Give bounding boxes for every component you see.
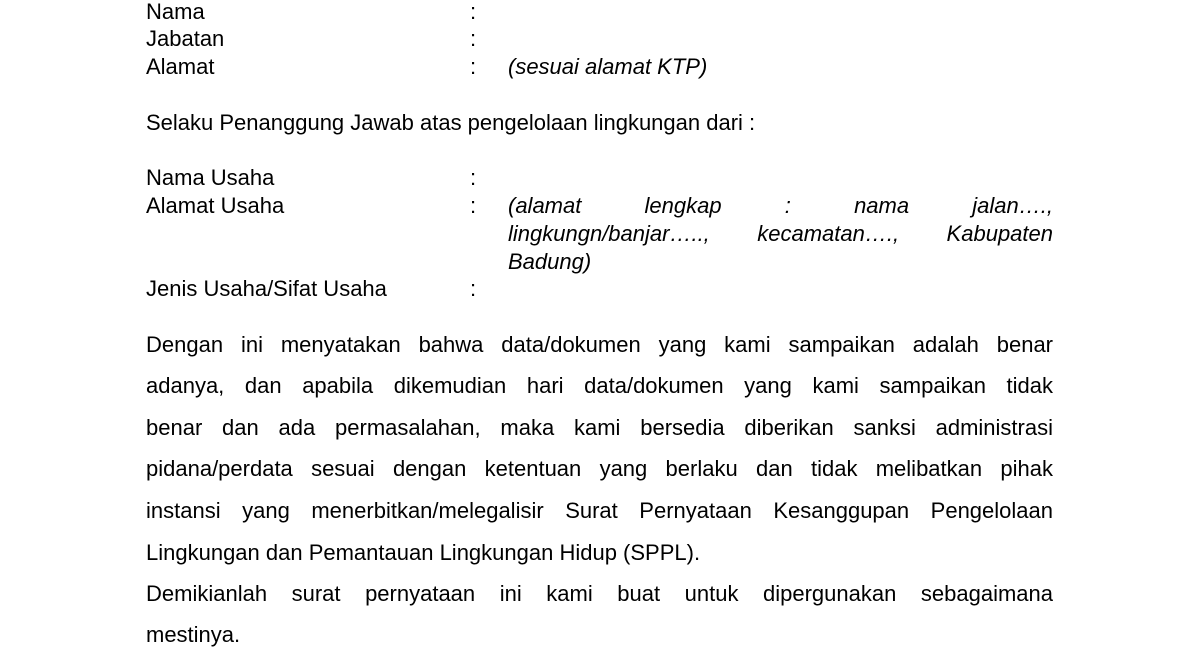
alamat-value: (sesuai alamat KTP) (508, 54, 708, 79)
statement-line: instansi yang menerbitkan/melegalisir Surat Pernyataan Kesanggupan Pengelolaan (146, 498, 1053, 523)
nama-usaha-label: Nama Usaha (146, 165, 275, 190)
nama-usaha-colon: : (470, 165, 477, 190)
statement-line: adanya, dan apabila dikemudian hari data/dokumen yang kami sampaikan tidak (146, 373, 1053, 398)
alamat-label: Alamat (146, 54, 215, 79)
alamat-colon: : (470, 54, 477, 79)
statement-line: Lingkungan dan Pemantauan Lingkungan Hidup (SPPL). (146, 540, 701, 565)
intro-sentence: Selaku Penanggung Jawab atas pengelolaan lingkungan dari : (146, 110, 756, 135)
nama-label: Nama (146, 0, 205, 24)
statement-line: benar dan ada permasalahan, maka kami bersedia diberikan sanksi administrasi (146, 415, 1053, 440)
alamat-usaha-label: Alamat Usaha (146, 193, 285, 218)
closing-cutoff-text: mestinya. (146, 622, 241, 647)
nama-colon: : (470, 0, 477, 24)
jabatan-colon: : (470, 26, 477, 51)
jabatan-label: Jabatan (146, 26, 225, 51)
alamat-usaha-value-line: lingkungn/banjar….., kecamatan…., Kabupaten (508, 221, 1053, 246)
statement-line: pidana/perdata sesuai dengan ketentuan yang berlaku dan tidak melibatkan pihak (146, 456, 1053, 481)
statement-line: Dengan ini menyatakan bahwa data/dokumen yang kami sampaikan adalah benar (146, 332, 1053, 357)
alamat-usaha-colon: : (470, 193, 477, 218)
closing-cutoff-line (146, 618, 346, 647)
alamat-usaha-value-line: (alamat lengkap : nama jalan…., (508, 193, 1053, 218)
closing-line: Demikianlah surat pernyataan ini kami buat untuk dipergunakan sebagaimana (146, 581, 1053, 606)
jenis-usaha-colon: : (470, 276, 477, 301)
jenis-usaha-label: Jenis Usaha/Sifat Usaha (146, 276, 387, 301)
alamat-usaha-value-line: Badung) (508, 249, 592, 274)
